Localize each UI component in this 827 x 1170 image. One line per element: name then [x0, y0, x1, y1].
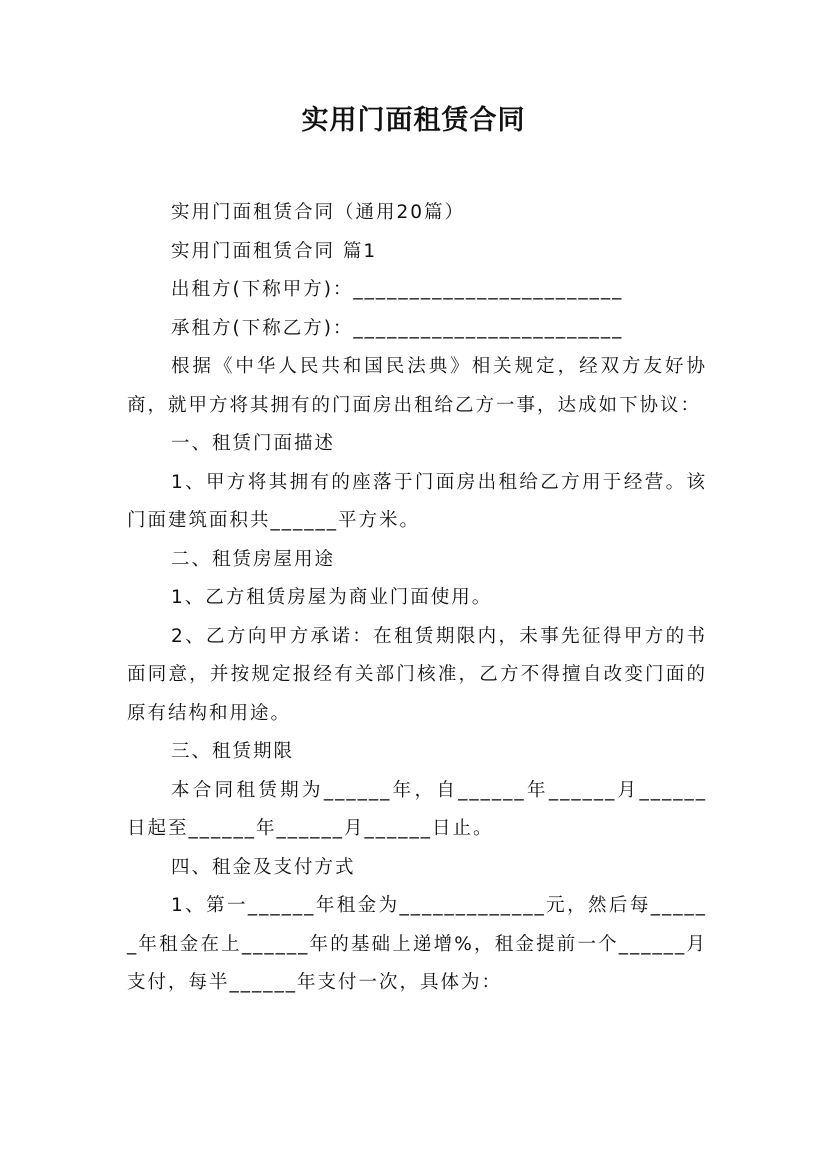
paragraph-clause: 本合同租赁期为______年，自______年______月______日起至______年______月______日止。 [127, 779, 707, 839]
section-heading-1: 一、租赁门面描述 [171, 433, 336, 454]
paragraph-clause: 1、乙方租赁房屋为商业门面使用。 [171, 587, 493, 608]
document-title: 实用门面租赁合同 [301, 105, 526, 136]
paragraph-clause: 1、甲方将其拥有的座落于门面房出租给乙方用于经营。该门面建筑面积共______平方米。 [127, 471, 707, 531]
section-heading-3: 三、租赁期限 [171, 741, 295, 762]
paragraph-lessee: 承租方(下称乙方)：________________________ [171, 317, 624, 339]
paragraph-lessor: 出租方(下称甲方)：________________________ [171, 279, 624, 300]
paragraph-clause: 1、第一______年租金为_____________元，然后每______年租金在上______年的基础上递增%，租金提前一个______月支付，每半______年支付一次，具体为： [127, 895, 707, 993]
paragraph-heading: 实用门面租赁合同（通用20篇） [171, 202, 466, 223]
paragraph-preamble: 根据《中华人民共和国民法典》相关规定，经双方友好协商，就甲方将其拥有的门面房出租给乙方一事，达成如下协议： [127, 356, 707, 416]
paragraph-clause: 2、乙方向甲方承诺：在租赁期限内，未事先征得甲方的书面同意，并按规定报经有关部门核准，乙方不得擅自改变门面的原有结构和用途。 [127, 625, 707, 724]
section-heading-2: 二、租赁房屋用途 [171, 548, 336, 570]
section-heading-4: 四、租金及支付方式 [171, 856, 356, 878]
paragraph-article-1: 实用门面租赁合同 篇1 [171, 240, 378, 262]
document-body [127, 194, 707, 1003]
